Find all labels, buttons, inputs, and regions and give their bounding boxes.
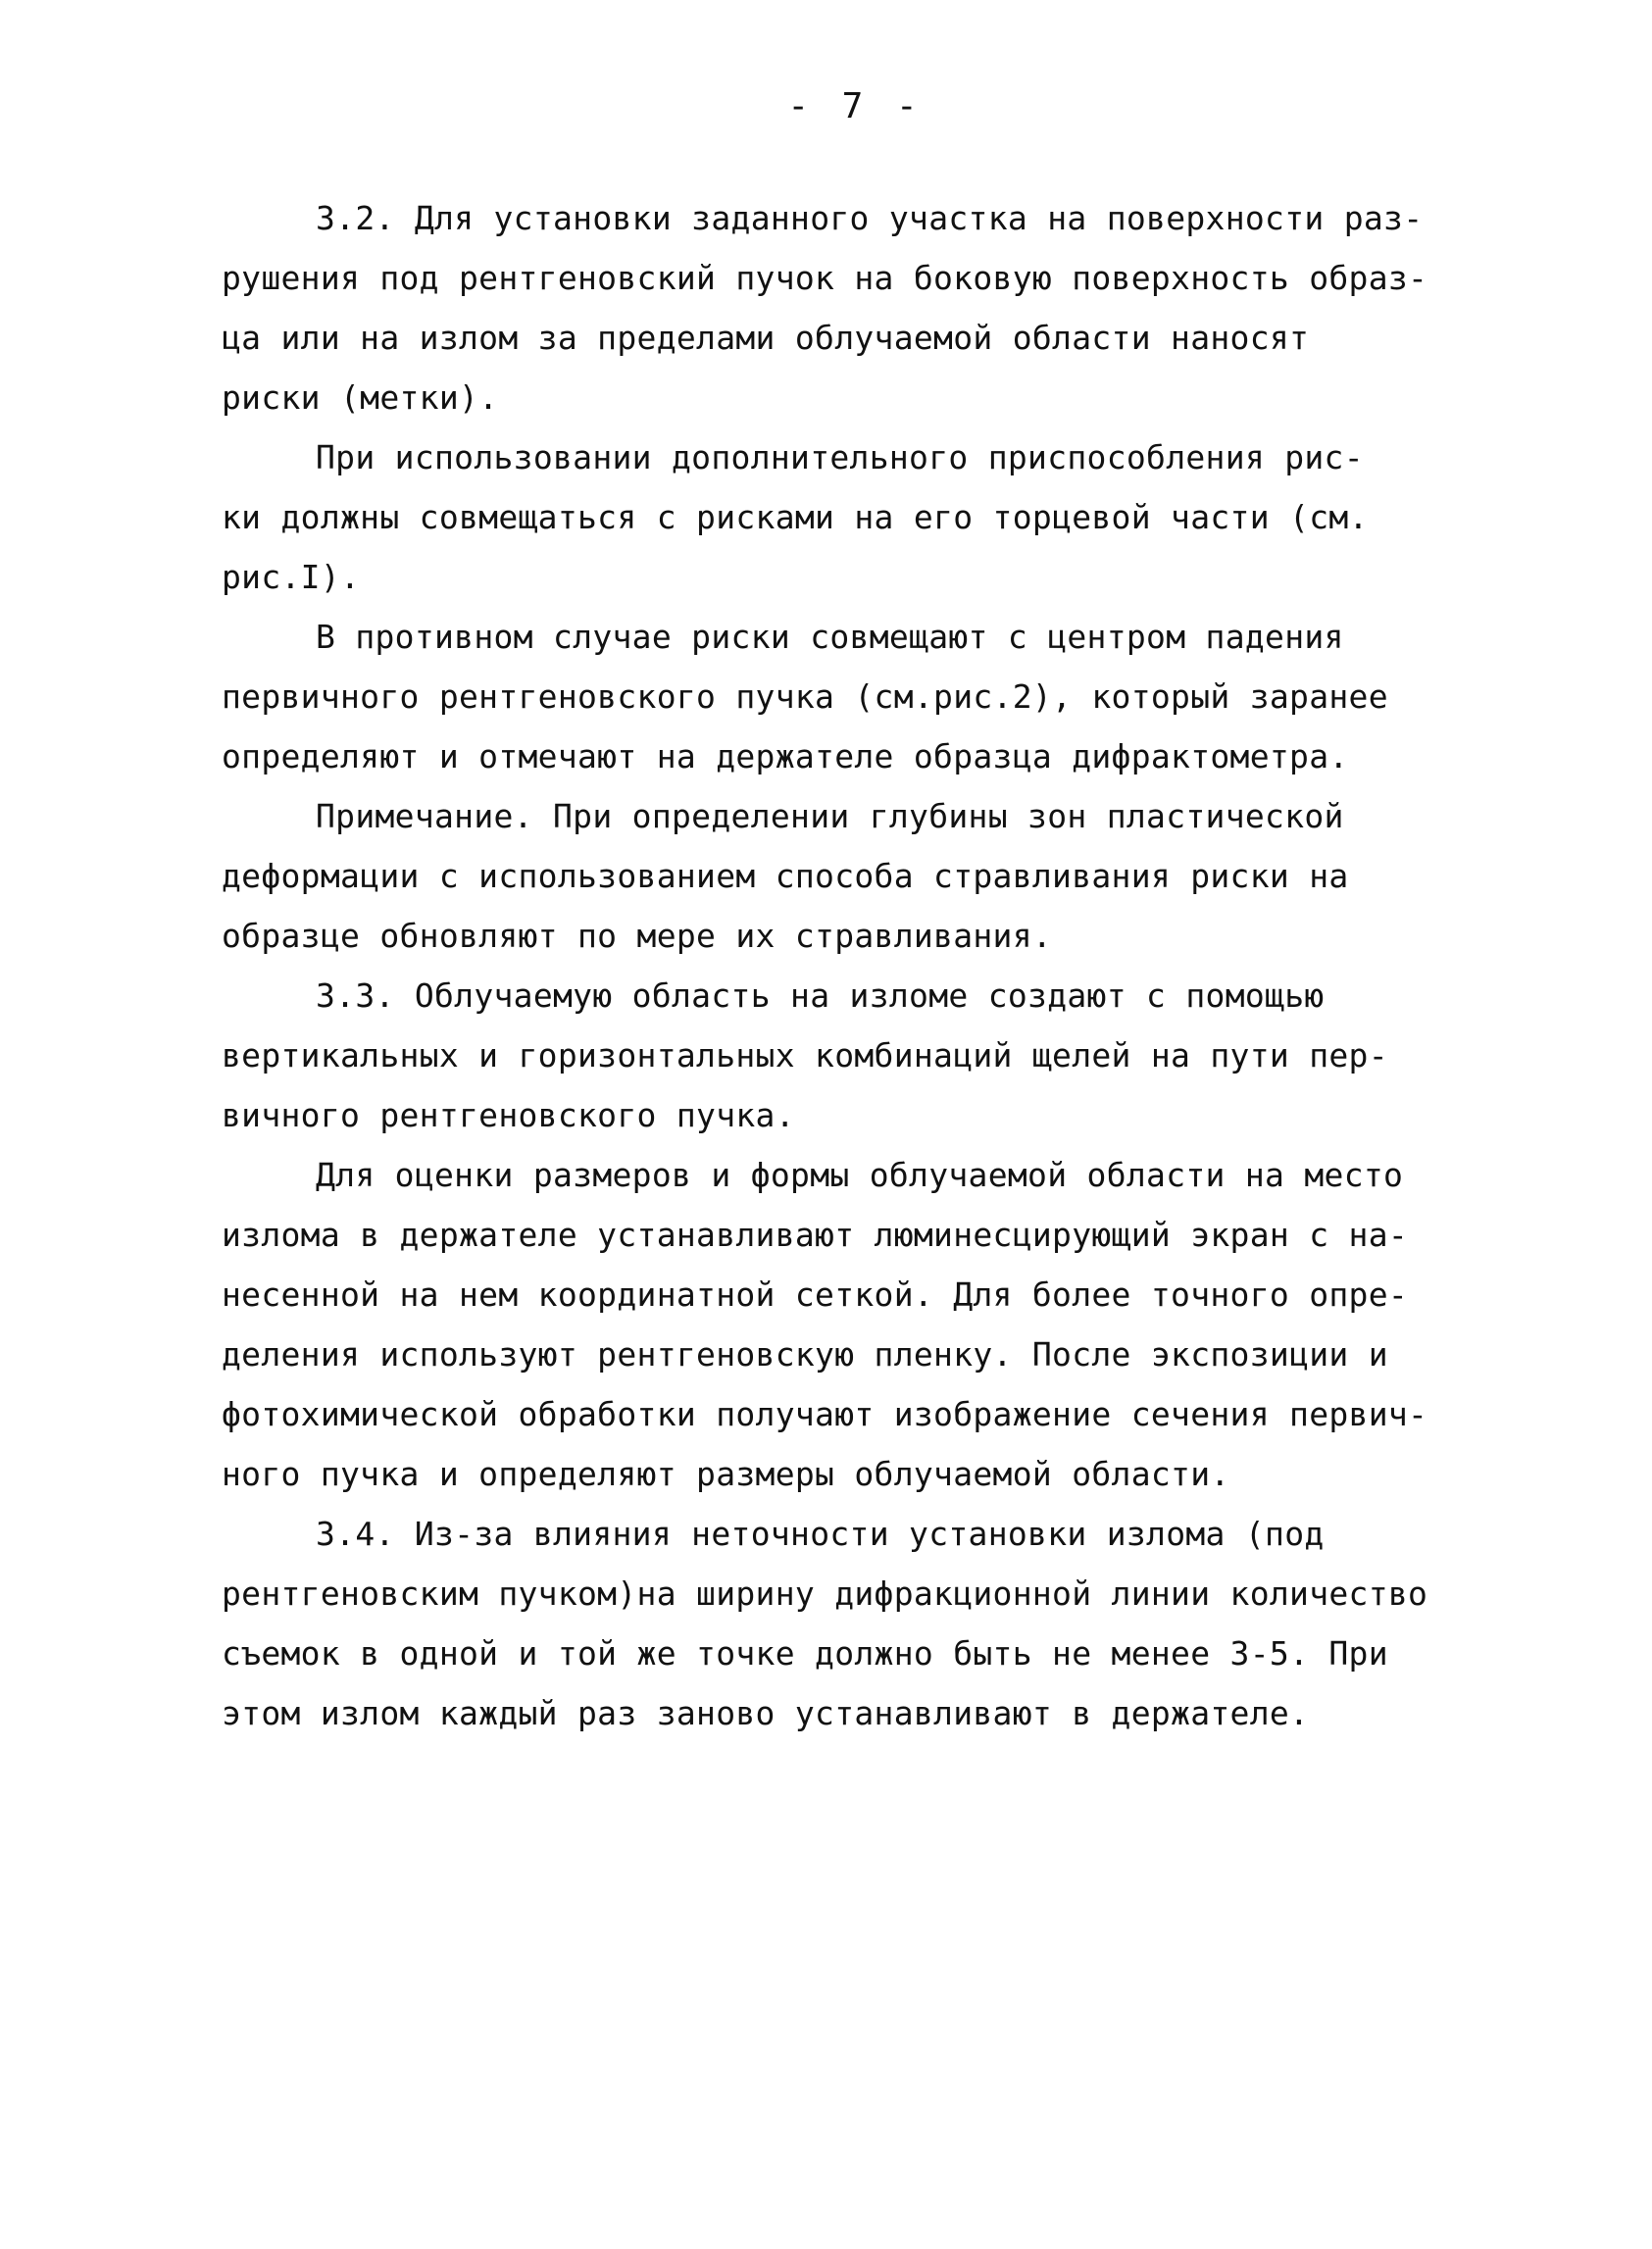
text-line: ца или на излом за пределами облучаемой области наносят <box>222 319 1310 357</box>
document-body <box>222 188 1428 1743</box>
text-line: рентгеновским пучком)на ширину дифракционной линии количество <box>222 1574 1428 1613</box>
text-line: несенной на нем координатной сеткой. Для более точного опре- <box>222 1275 1409 1314</box>
text-line: риски (метки). <box>222 378 499 417</box>
text-line: съемок в одной и той же точке должно быть не менее 3-5. При <box>222 1634 1388 1673</box>
text-line: этом излом каждый раз заново устанавливают в держателе. <box>222 1694 1310 1732</box>
text-line: вертикальных и горизонтальных комбинаций щелей на пути пер- <box>222 1036 1388 1075</box>
text-line: 3.2. Для установки заданного участка на поверхности раз- <box>316 199 1424 237</box>
text-line: первичного рентгеновского пучка (см.рис.2), который заранее <box>222 677 1388 716</box>
page-number: - 7 - <box>787 86 924 126</box>
text-line: При использовании дополнительного приспособления рис- <box>316 438 1364 476</box>
text-line: 3.4. Из-за влияния неточности установки излома (под <box>316 1515 1325 1553</box>
text-line: В противном случае риски совмещают с центром падения <box>316 618 1344 656</box>
text-line: деления используют рентгеновскую пленку. После экспозиции и <box>222 1335 1388 1374</box>
text-line: вичного рентгеновского пучка. <box>222 1096 795 1134</box>
text-line: рис.I). <box>222 558 361 596</box>
text-line: Примечание. При определении глубины зон пластической <box>316 797 1344 835</box>
text-line: определяют и отмечают на держателе образца дифрактометра. <box>222 737 1349 775</box>
text-line: ки должны совмещаться с рисками на его торцевой части (см. <box>222 498 1369 536</box>
text-line: деформации с использованием способа стравливания риски на <box>222 857 1349 895</box>
text-line: Для оценки размеров и формы облучаемой области на место <box>316 1156 1404 1194</box>
text-line: 3.3. Облучаемую область на изломе создают с помощью <box>316 976 1325 1015</box>
text-line: ного пучка и определяют размеры облучаемой области. <box>222 1455 1230 1493</box>
text-line: образце обновляют по мере их стравливания. <box>222 917 1053 955</box>
text-line: излома в держателе устанавливают люминесцирующий экран с на- <box>222 1216 1409 1254</box>
text-line: фотохимической обработки получают изображение сечения первич- <box>222 1395 1428 1433</box>
text-line: рушения под рентгеновский пучок на боковую поверхность образ- <box>222 259 1428 297</box>
